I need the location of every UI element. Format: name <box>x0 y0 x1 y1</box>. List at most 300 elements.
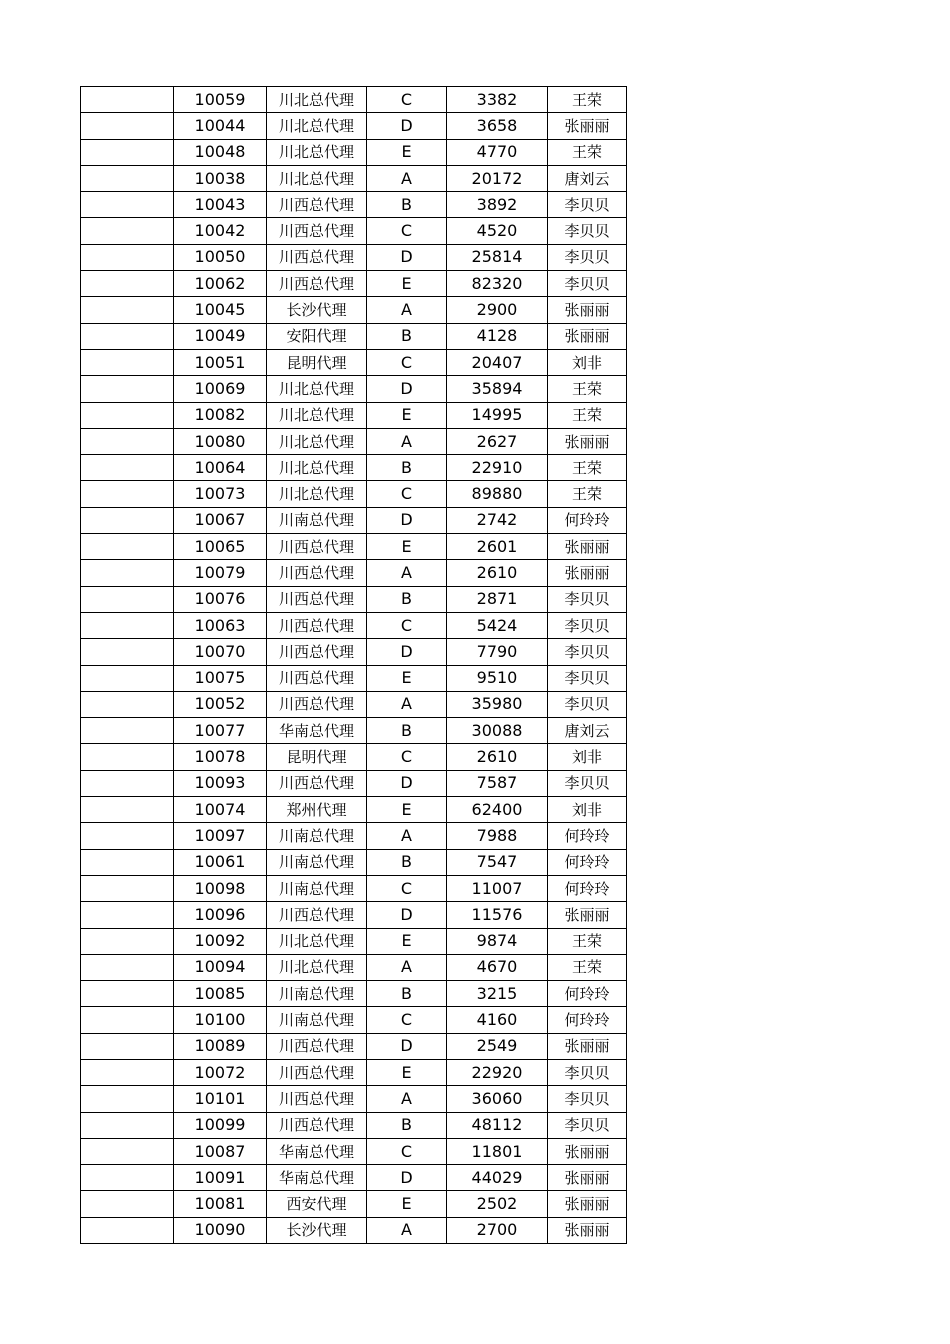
table-row <box>81 849 627 875</box>
agent-cell: 川北总代理 <box>267 928 367 954</box>
salesperson-cell: 李贝贝 <box>548 612 627 638</box>
table-body <box>81 87 627 1244</box>
agent-cell: 川西总代理 <box>267 639 367 665</box>
blank-cell <box>81 428 174 454</box>
salesperson-cell: 何玲玲 <box>548 849 627 875</box>
agent-cell: 川西总代理 <box>267 534 367 560</box>
grade-cell: A <box>367 1217 447 1243</box>
amount-cell: 48112 <box>447 1112 548 1138</box>
order-id-cell: 10081 <box>174 1191 267 1217</box>
amount-cell: 36060 <box>447 1086 548 1112</box>
order-id-cell: 10050 <box>174 244 267 270</box>
table-row <box>81 534 627 560</box>
blank-cell <box>81 718 174 744</box>
agent-cell: 长沙代理 <box>267 297 367 323</box>
blank-cell <box>81 376 174 402</box>
table-row <box>81 560 627 586</box>
salesperson-cell: 张丽丽 <box>548 1165 627 1191</box>
order-id-cell: 10092 <box>174 928 267 954</box>
salesperson-cell: 刘非 <box>548 744 627 770</box>
table-row <box>81 902 627 928</box>
grade-cell: E <box>367 534 447 560</box>
salesperson-cell: 刘非 <box>548 797 627 823</box>
salesperson-cell: 李贝贝 <box>548 1059 627 1085</box>
salesperson-cell: 李贝贝 <box>548 271 627 297</box>
blank-cell <box>81 1086 174 1112</box>
grade-cell: C <box>367 1007 447 1033</box>
order-id-cell: 10072 <box>174 1059 267 1085</box>
amount-cell: 9874 <box>447 928 548 954</box>
table-row <box>81 1138 627 1164</box>
order-id-cell: 10042 <box>174 218 267 244</box>
order-id-cell: 10044 <box>174 113 267 139</box>
agent-cell: 川西总代理 <box>267 1112 367 1138</box>
blank-cell <box>81 981 174 1007</box>
salesperson-cell: 李贝贝 <box>548 770 627 796</box>
grade-cell: B <box>367 981 447 1007</box>
salesperson-cell: 王荣 <box>548 139 627 165</box>
agent-cell: 川西总代理 <box>267 770 367 796</box>
table-row <box>81 297 627 323</box>
agent-cell: 川南总代理 <box>267 507 367 533</box>
table-row <box>81 402 627 428</box>
amount-cell: 2610 <box>447 744 548 770</box>
blank-cell <box>81 954 174 980</box>
order-id-cell: 10062 <box>174 271 267 297</box>
salesperson-cell: 李贝贝 <box>548 192 627 218</box>
grade-cell: D <box>367 507 447 533</box>
agent-cell: 安阳代理 <box>267 323 367 349</box>
amount-cell: 2700 <box>447 1217 548 1243</box>
agent-cell: 川北总代理 <box>267 402 367 428</box>
order-id-cell: 10051 <box>174 349 267 375</box>
blank-cell <box>81 1191 174 1217</box>
grade-cell: C <box>367 875 447 901</box>
grade-cell: A <box>367 691 447 717</box>
agent-cell: 川西总代理 <box>267 560 367 586</box>
table-row <box>81 1007 627 1033</box>
order-id-cell: 10065 <box>174 534 267 560</box>
agent-cell: 川南总代理 <box>267 981 367 1007</box>
order-id-cell: 10100 <box>174 1007 267 1033</box>
blank-cell <box>81 586 174 612</box>
salesperson-cell: 李贝贝 <box>548 218 627 244</box>
amount-cell: 35894 <box>447 376 548 402</box>
amount-cell: 11801 <box>447 1138 548 1164</box>
blank-cell <box>81 218 174 244</box>
blank-cell <box>81 665 174 691</box>
table-row <box>81 981 627 1007</box>
blank-cell <box>81 113 174 139</box>
amount-cell: 2610 <box>447 560 548 586</box>
table-row <box>81 718 627 744</box>
amount-cell: 30088 <box>447 718 548 744</box>
amount-cell: 2742 <box>447 507 548 533</box>
blank-cell <box>81 797 174 823</box>
grade-cell: C <box>367 744 447 770</box>
table-row <box>81 770 627 796</box>
salesperson-cell: 张丽丽 <box>548 1191 627 1217</box>
table-row <box>81 665 627 691</box>
amount-cell: 44029 <box>447 1165 548 1191</box>
blank-cell <box>81 349 174 375</box>
table-row <box>81 349 627 375</box>
order-id-cell: 10099 <box>174 1112 267 1138</box>
agent-cell: 川西总代理 <box>267 691 367 717</box>
salesperson-cell: 张丽丽 <box>548 323 627 349</box>
table-row <box>81 823 627 849</box>
blank-cell <box>81 744 174 770</box>
amount-cell: 22920 <box>447 1059 548 1085</box>
table-row <box>81 1191 627 1217</box>
agent-cell: 川北总代理 <box>267 376 367 402</box>
amount-cell: 2627 <box>447 428 548 454</box>
amount-cell: 89880 <box>447 481 548 507</box>
grade-cell: D <box>367 1165 447 1191</box>
grade-cell: A <box>367 165 447 191</box>
table-row <box>81 113 627 139</box>
grade-cell: E <box>367 402 447 428</box>
blank-cell <box>81 87 174 113</box>
grade-cell: C <box>367 218 447 244</box>
agent-cell: 川南总代理 <box>267 849 367 875</box>
salesperson-cell: 王荣 <box>548 481 627 507</box>
salesperson-cell: 刘非 <box>548 349 627 375</box>
order-id-cell: 10080 <box>174 428 267 454</box>
salesperson-cell: 何玲玲 <box>548 823 627 849</box>
table-row <box>81 87 627 113</box>
amount-cell: 4128 <box>447 323 548 349</box>
agent-cell: 川北总代理 <box>267 113 367 139</box>
agent-cell: 川北总代理 <box>267 139 367 165</box>
blank-cell <box>81 1007 174 1033</box>
grade-cell: D <box>367 376 447 402</box>
grade-cell: B <box>367 1112 447 1138</box>
amount-cell: 82320 <box>447 271 548 297</box>
order-id-cell: 10085 <box>174 981 267 1007</box>
blank-cell <box>81 1217 174 1243</box>
order-id-cell: 10089 <box>174 1033 267 1059</box>
order-id-cell: 10093 <box>174 770 267 796</box>
salesperson-cell: 王荣 <box>548 87 627 113</box>
grade-cell: B <box>367 323 447 349</box>
salesperson-cell: 张丽丽 <box>548 1217 627 1243</box>
grade-cell: A <box>367 560 447 586</box>
grade-cell: C <box>367 87 447 113</box>
blank-cell <box>81 902 174 928</box>
blank-cell <box>81 271 174 297</box>
salesperson-cell: 唐刘云 <box>548 165 627 191</box>
salesperson-cell: 何玲玲 <box>548 981 627 1007</box>
table-row <box>81 139 627 165</box>
table-row <box>81 1033 627 1059</box>
data-table <box>80 86 627 1244</box>
grade-cell: D <box>367 113 447 139</box>
order-id-cell: 10098 <box>174 875 267 901</box>
salesperson-cell: 何玲玲 <box>548 507 627 533</box>
salesperson-cell: 李贝贝 <box>548 586 627 612</box>
order-id-cell: 10097 <box>174 823 267 849</box>
agent-cell: 郑州代理 <box>267 797 367 823</box>
grade-cell: D <box>367 1033 447 1059</box>
grade-cell: B <box>367 718 447 744</box>
agent-cell: 华南总代理 <box>267 1165 367 1191</box>
table-row <box>81 507 627 533</box>
table-row <box>81 1059 627 1085</box>
amount-cell: 20407 <box>447 349 548 375</box>
salesperson-cell: 何玲玲 <box>548 1007 627 1033</box>
grade-cell: D <box>367 244 447 270</box>
amount-cell: 4520 <box>447 218 548 244</box>
amount-cell: 3892 <box>447 192 548 218</box>
agent-cell: 川南总代理 <box>267 1007 367 1033</box>
order-id-cell: 10096 <box>174 902 267 928</box>
salesperson-cell: 王荣 <box>548 455 627 481</box>
agent-cell: 川西总代理 <box>267 1086 367 1112</box>
grade-cell: B <box>367 192 447 218</box>
table-row <box>81 1112 627 1138</box>
salesperson-cell: 唐刘云 <box>548 718 627 744</box>
salesperson-cell: 张丽丽 <box>548 1138 627 1164</box>
salesperson-cell: 李贝贝 <box>548 1112 627 1138</box>
blank-cell <box>81 481 174 507</box>
blank-cell <box>81 323 174 349</box>
order-id-cell: 10038 <box>174 165 267 191</box>
table-row <box>81 875 627 901</box>
agent-cell: 川西总代理 <box>267 218 367 244</box>
grade-cell: B <box>367 849 447 875</box>
salesperson-cell: 张丽丽 <box>548 113 627 139</box>
amount-cell: 2871 <box>447 586 548 612</box>
amount-cell: 62400 <box>447 797 548 823</box>
agent-cell: 川西总代理 <box>267 271 367 297</box>
salesperson-cell: 张丽丽 <box>548 534 627 560</box>
grade-cell: E <box>367 928 447 954</box>
agent-cell: 川西总代理 <box>267 192 367 218</box>
order-id-cell: 10059 <box>174 87 267 113</box>
grade-cell: B <box>367 455 447 481</box>
amount-cell: 2900 <box>447 297 548 323</box>
amount-cell: 7988 <box>447 823 548 849</box>
blank-cell <box>81 192 174 218</box>
amount-cell: 7547 <box>447 849 548 875</box>
table-row <box>81 165 627 191</box>
salesperson-cell: 李贝贝 <box>548 665 627 691</box>
agent-cell: 川西总代理 <box>267 1059 367 1085</box>
blank-cell <box>81 849 174 875</box>
agent-cell: 昆明代理 <box>267 349 367 375</box>
order-id-cell: 10078 <box>174 744 267 770</box>
agent-cell: 川北总代理 <box>267 87 367 113</box>
blank-cell <box>81 1165 174 1191</box>
grade-cell: A <box>367 428 447 454</box>
grade-cell: E <box>367 1191 447 1217</box>
agent-cell: 川北总代理 <box>267 455 367 481</box>
blank-cell <box>81 639 174 665</box>
grade-cell: E <box>367 1059 447 1085</box>
order-id-cell: 10082 <box>174 402 267 428</box>
amount-cell: 2549 <box>447 1033 548 1059</box>
blank-cell <box>81 139 174 165</box>
order-id-cell: 10070 <box>174 639 267 665</box>
agent-cell: 川西总代理 <box>267 612 367 638</box>
amount-cell: 11007 <box>447 875 548 901</box>
blank-cell <box>81 507 174 533</box>
blank-cell <box>81 612 174 638</box>
order-id-cell: 10076 <box>174 586 267 612</box>
order-id-cell: 10075 <box>174 665 267 691</box>
blank-cell <box>81 1138 174 1164</box>
salesperson-cell: 张丽丽 <box>548 902 627 928</box>
grade-cell: C <box>367 1138 447 1164</box>
blank-cell <box>81 534 174 560</box>
blank-cell <box>81 455 174 481</box>
table-row <box>81 639 627 665</box>
agent-cell: 川南总代理 <box>267 875 367 901</box>
blank-cell <box>81 1059 174 1085</box>
table-row <box>81 218 627 244</box>
order-id-cell: 10077 <box>174 718 267 744</box>
salesperson-cell: 李贝贝 <box>548 1086 627 1112</box>
table-row <box>81 481 627 507</box>
table-row <box>81 455 627 481</box>
grade-cell: C <box>367 349 447 375</box>
blank-cell <box>81 691 174 717</box>
table-row <box>81 612 627 638</box>
agent-cell: 华南总代理 <box>267 718 367 744</box>
grade-cell: C <box>367 612 447 638</box>
table-row <box>81 192 627 218</box>
amount-cell: 35980 <box>447 691 548 717</box>
agent-cell: 川南总代理 <box>267 823 367 849</box>
agent-cell: 川西总代理 <box>267 1033 367 1059</box>
table-row <box>81 244 627 270</box>
blank-cell <box>81 823 174 849</box>
amount-cell: 3658 <box>447 113 548 139</box>
order-id-cell: 10061 <box>174 849 267 875</box>
table-row <box>81 1086 627 1112</box>
amount-cell: 4670 <box>447 954 548 980</box>
order-id-cell: 10073 <box>174 481 267 507</box>
order-id-cell: 10091 <box>174 1165 267 1191</box>
blank-cell <box>81 244 174 270</box>
blank-cell <box>81 297 174 323</box>
salesperson-cell: 张丽丽 <box>548 560 627 586</box>
salesperson-cell: 王荣 <box>548 376 627 402</box>
table-row <box>81 428 627 454</box>
table-row <box>81 954 627 980</box>
grade-cell: A <box>367 954 447 980</box>
amount-cell: 9510 <box>447 665 548 691</box>
order-id-cell: 10064 <box>174 455 267 481</box>
order-id-cell: 10048 <box>174 139 267 165</box>
amount-cell: 25814 <box>447 244 548 270</box>
table-row <box>81 376 627 402</box>
salesperson-cell: 张丽丽 <box>548 1033 627 1059</box>
amount-cell: 4160 <box>447 1007 548 1033</box>
agent-cell: 川西总代理 <box>267 244 367 270</box>
agent-cell: 川西总代理 <box>267 665 367 691</box>
order-id-cell: 10063 <box>174 612 267 638</box>
amount-cell: 2502 <box>447 1191 548 1217</box>
table-row <box>81 797 627 823</box>
table-row <box>81 586 627 612</box>
grade-cell: A <box>367 823 447 849</box>
table-row <box>81 271 627 297</box>
order-id-cell: 10090 <box>174 1217 267 1243</box>
salesperson-cell: 李贝贝 <box>548 244 627 270</box>
blank-cell <box>81 560 174 586</box>
grade-cell: D <box>367 770 447 796</box>
order-id-cell: 10069 <box>174 376 267 402</box>
salesperson-cell: 王荣 <box>548 954 627 980</box>
amount-cell: 3382 <box>447 87 548 113</box>
blank-cell <box>81 165 174 191</box>
grade-cell: E <box>367 797 447 823</box>
agent-cell: 华南总代理 <box>267 1138 367 1164</box>
salesperson-cell: 王荣 <box>548 402 627 428</box>
amount-cell: 7790 <box>447 639 548 665</box>
order-id-cell: 10052 <box>174 691 267 717</box>
amount-cell: 7587 <box>447 770 548 796</box>
amount-cell: 2601 <box>447 534 548 560</box>
salesperson-cell: 李贝贝 <box>548 691 627 717</box>
table-row <box>81 928 627 954</box>
order-id-cell: 10079 <box>174 560 267 586</box>
order-id-cell: 10067 <box>174 507 267 533</box>
order-id-cell: 10043 <box>174 192 267 218</box>
amount-cell: 14995 <box>447 402 548 428</box>
grade-cell: E <box>367 139 447 165</box>
grade-cell: B <box>367 586 447 612</box>
agent-cell: 西安代理 <box>267 1191 367 1217</box>
salesperson-cell: 张丽丽 <box>548 428 627 454</box>
agent-cell: 川西总代理 <box>267 902 367 928</box>
grade-cell: C <box>367 481 447 507</box>
order-id-cell: 10074 <box>174 797 267 823</box>
amount-cell: 5424 <box>447 612 548 638</box>
blank-cell <box>81 1112 174 1138</box>
grade-cell: E <box>367 665 447 691</box>
order-id-cell: 10049 <box>174 323 267 349</box>
blank-cell <box>81 770 174 796</box>
grade-cell: A <box>367 297 447 323</box>
blank-cell <box>81 928 174 954</box>
grade-cell: A <box>367 1086 447 1112</box>
order-id-cell: 10101 <box>174 1086 267 1112</box>
blank-cell <box>81 1033 174 1059</box>
amount-cell: 20172 <box>447 165 548 191</box>
table-row <box>81 323 627 349</box>
table-row <box>81 1217 627 1243</box>
salesperson-cell: 李贝贝 <box>548 639 627 665</box>
salesperson-cell: 何玲玲 <box>548 875 627 901</box>
agent-cell: 长沙代理 <box>267 1217 367 1243</box>
agent-cell: 川西总代理 <box>267 586 367 612</box>
blank-cell <box>81 875 174 901</box>
grade-cell: E <box>367 271 447 297</box>
amount-cell: 3215 <box>447 981 548 1007</box>
salesperson-cell: 张丽丽 <box>548 297 627 323</box>
order-id-cell: 10045 <box>174 297 267 323</box>
grade-cell: D <box>367 902 447 928</box>
amount-cell: 4770 <box>447 139 548 165</box>
amount-cell: 22910 <box>447 455 548 481</box>
salesperson-cell: 王荣 <box>548 928 627 954</box>
table-row <box>81 691 627 717</box>
agent-cell: 川北总代理 <box>267 481 367 507</box>
agent-cell: 昆明代理 <box>267 744 367 770</box>
